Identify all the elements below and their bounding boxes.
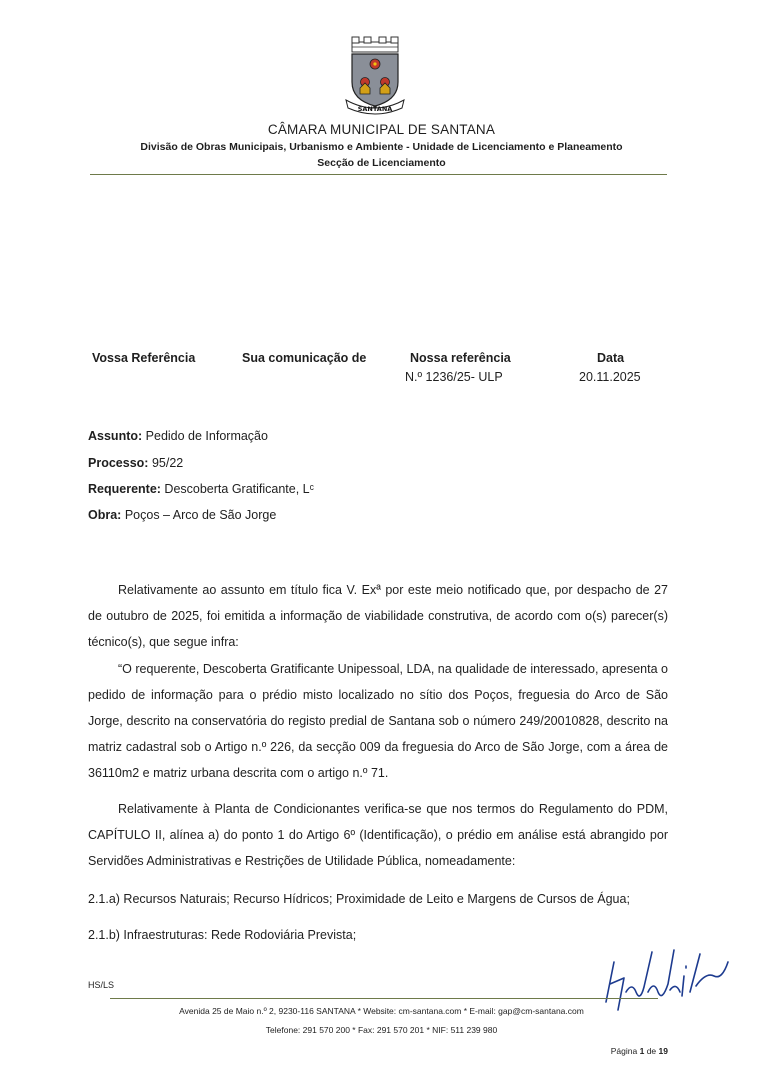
page-number: Página 1 de 19 — [610, 1046, 668, 1056]
svg-text:SANTANA: SANTANA — [357, 105, 393, 113]
your-communication-label: Sua comunicação de — [242, 351, 367, 365]
municipal-crest-logo — [338, 36, 412, 116]
works-line: Obra: Poços – Arco de São Jorge — [88, 508, 277, 522]
subject-line: Assunto: Pedido de Informação — [88, 429, 268, 443]
division-name: Divisão de Obras Municipais, Urbanismo e Ambiente - Unidade de Licenciamento e Planeamento — [140, 141, 623, 153]
paragraph-intro: Relativamente ao assunto em título fica V. Exª por este meio notificado que, por despacho de 27 de outubro de 2025, foi emitida a informação de viabilidade construtiva, de acordo com o(s) parecer(s) técnico(s), que segue infra: — [88, 583, 668, 649]
footer-contacts: Telefone: 291 570 200 * Fax: 291 570 201 * NIF: 511 239 980 — [265, 1025, 498, 1035]
institution-title: CÂMARA MUNICIPAL DE SANTANA — [267, 122, 496, 137]
paragraph-item-natural-resources: 2.1.a) Recursos Naturais; Recurso Hídricos; Proximidade de Leito e Margens de Cursos de Água; — [88, 892, 630, 906]
date-label: Data — [597, 351, 625, 365]
handwritten-signature — [596, 932, 736, 1012]
paragraph-item-infrastructure: 2.1.b) Infraestruturas: Rede Rodoviária Prevista; — [88, 928, 357, 942]
footer-divider — [110, 998, 658, 999]
our-reference-label: Nossa referência — [410, 351, 511, 365]
author-initials: HS/LS — [88, 980, 115, 990]
footer-address: Avenida 25 de Maio n.º 2, 9230-116 SANTANA * Website: cm-santana.com * E-mail: gap@cm-santana.com — [179, 1006, 584, 1016]
paragraph-conditions: Relativamente à Planta de Condicionantes verifica-se que nos termos do Regulamento do PDM, CAPÍTULO II, alínea a) do ponto 1 do Artigo 6º (Identificação), o prédio em análise está abrangido por Servidões Administrativas e Restrições de Utilidade Pública, nomeadamente: — [88, 802, 668, 868]
your-reference-label: Vossa Referência — [92, 351, 196, 365]
header-divider — [90, 174, 667, 175]
our-reference-value: N.º 1236/25- ULP — [405, 370, 503, 384]
paragraph-request: “O requerente, Descoberta Gratificante Unipessoal, LDA, na qualidade de interessado, apresenta o pedido de informação para o prédio misto localizado no sítio dos Poços, freguesia do Arco de São Jorge, descrito na conservatória do registo predial de Santana sob o número 249/20010828, descrito na matriz cadastral sob o Artigo n.º 226, da secção 009 da freguesia do Arco de São Jorge, com a área de 36110m2 e matriz urbana descrita com o artigo n.º 71. — [88, 662, 668, 780]
section-name: Secção de Licenciamento — [317, 157, 446, 169]
process-line: Processo: 95/22 — [88, 456, 184, 470]
applicant-line: Requerente: Descoberta Gratificante, Lᶜ — [88, 482, 315, 496]
date-value: 20.11.2025 — [579, 370, 641, 384]
